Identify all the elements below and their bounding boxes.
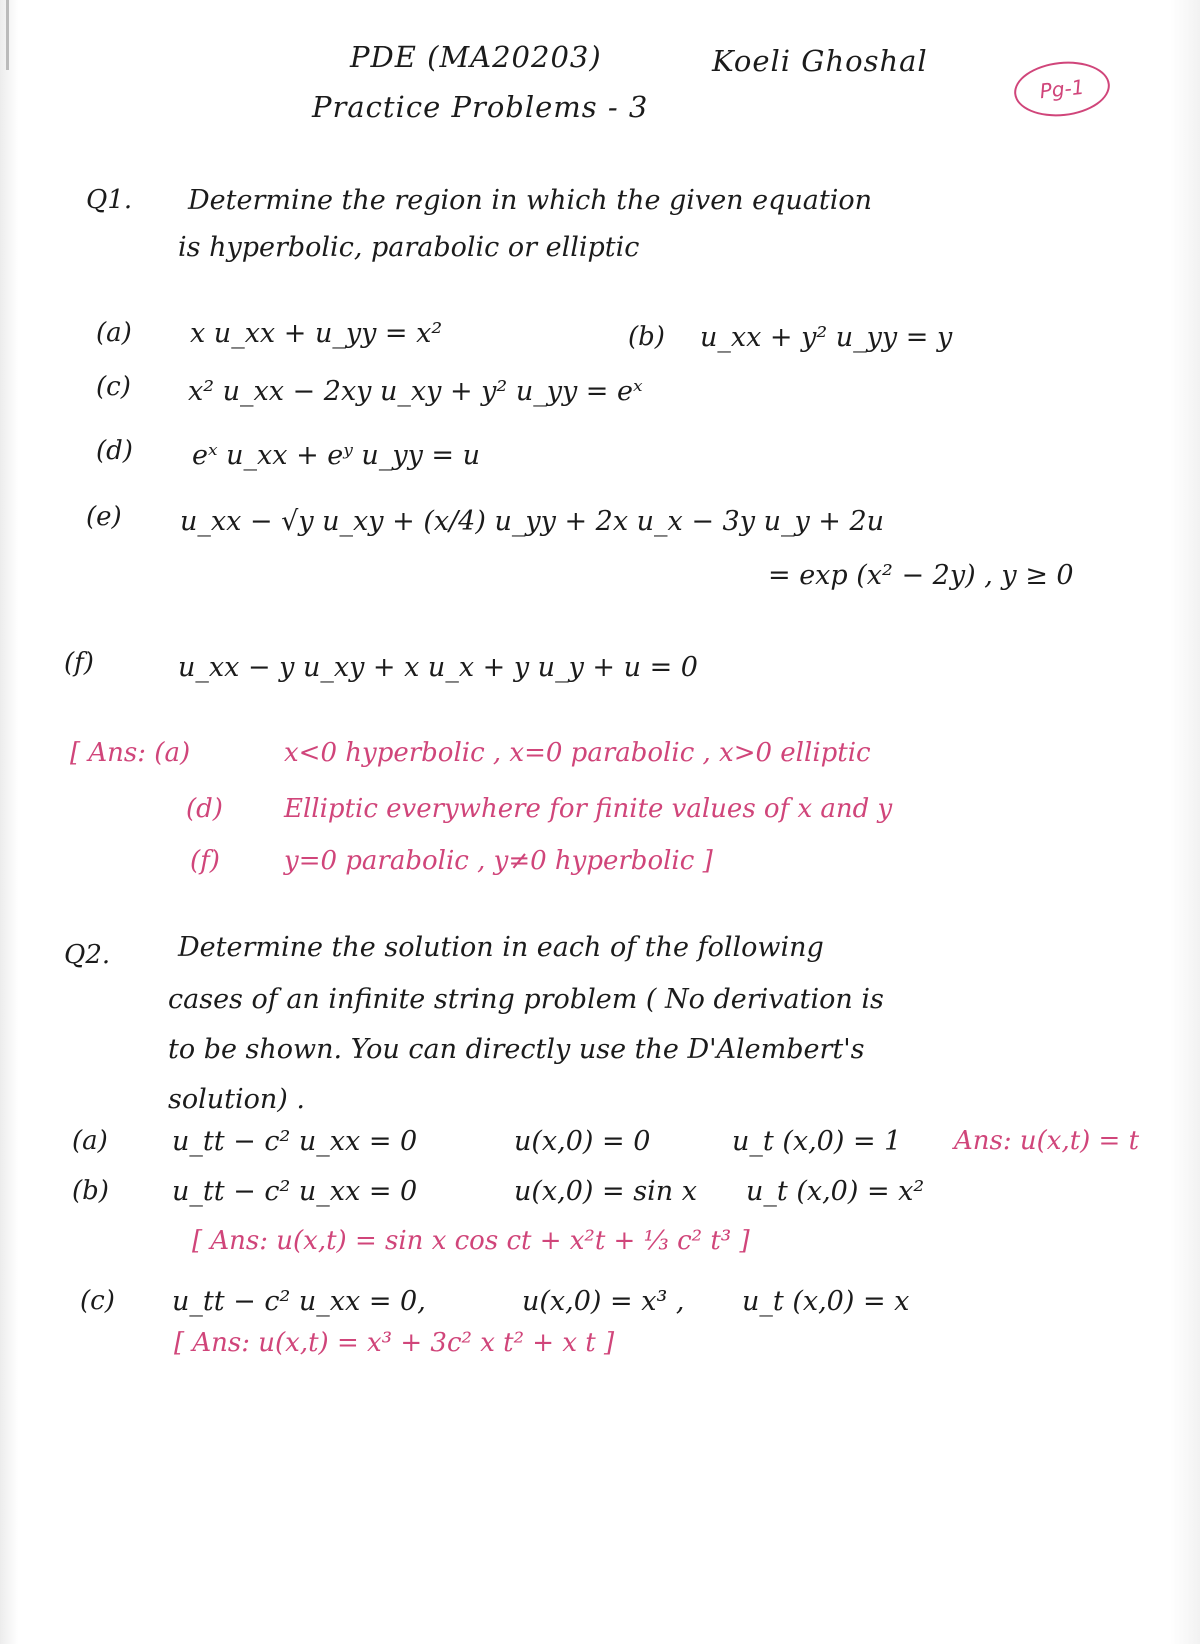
course-title: PDE (MA20203): [350, 40, 602, 74]
q1-equation: x² u_xx − 2xy u_xy + y² u_yy = eˣ: [188, 376, 643, 407]
q2-part-label: (b): [72, 1176, 109, 1206]
q2-prompt-line4: solution) .: [168, 1084, 305, 1115]
q2-answer-a: Ans: u(x,t) = t: [954, 1126, 1140, 1156]
q2-prompt-line1: Determine the solution in each of the following: [178, 932, 824, 963]
q1-part-label: (c): [96, 372, 131, 402]
q2-prompt-line3: to be shown. You can directly use the D'Alembert's: [168, 1034, 865, 1065]
q1-equation: u_xx − √y u_xy + (x/4) u_yy + 2x u_x − 3y u_y + 2u: [180, 506, 885, 537]
q1-equation: eˣ u_xx + eʸ u_yy = u: [192, 440, 481, 471]
q1-equation: x u_xx + u_yy = x²: [190, 318, 443, 349]
q1-part-label: (d): [96, 436, 133, 466]
q2-initial-displacement: u(x,0) = sin x: [514, 1176, 697, 1207]
q1-equation: u_xx + y² u_yy = y: [700, 322, 953, 353]
q1-answer-d-label: (d): [186, 794, 223, 824]
q1-prompt-line1: Determine the region in which the given equation: [188, 185, 873, 216]
q1-answer-a: x<0 hyperbolic , x=0 parabolic , x>0 elliptic: [284, 738, 871, 768]
q2-part-label: (a): [72, 1126, 108, 1156]
q2-prompt-line2: cases of an infinite string problem ( No derivation is: [168, 984, 884, 1015]
q2-pde: u_tt − c² u_xx = 0: [172, 1126, 418, 1157]
q2-initial-velocity: u_t (x,0) = 1: [732, 1126, 902, 1157]
q1-part-label: (f): [64, 648, 94, 678]
q2-initial-displacement: u(x,0) = x³ ,: [522, 1286, 685, 1317]
q1-prompt-line2: is hyperbolic, parabolic or elliptic: [178, 232, 640, 263]
q2-initial-velocity: u_t (x,0) = x²: [746, 1176, 925, 1207]
q1-answer-d: Elliptic everywhere for finite values of x and y: [284, 794, 893, 824]
q2-answer-b: [ Ans: u(x,t) = sin x cos ct + x²t + ⅓ c² t³ ]: [192, 1226, 750, 1256]
q2-initial-displacement: u(x,0) = 0: [514, 1126, 651, 1157]
q1-part-label: (e): [86, 502, 122, 532]
q2-pde: u_tt − c² u_xx = 0,: [172, 1286, 426, 1317]
q2-pde: u_tt − c² u_xx = 0: [172, 1176, 418, 1207]
q2-answer-c: [ Ans: u(x,t) = x³ + 3c² x t² + x t ]: [174, 1328, 615, 1358]
q1-answer-prefix: [ Ans: (a): [70, 738, 191, 768]
q2-number: Q2.: [64, 940, 111, 970]
q2-initial-velocity: u_t (x,0) = x: [742, 1286, 910, 1317]
q1-answer-f: y=0 parabolic , y≠0 hyperbolic ]: [284, 846, 713, 876]
page-edge-shadow: [6, 0, 9, 70]
q1-part-label: (a): [96, 318, 132, 348]
q1-part-label: (b): [628, 322, 665, 352]
page-number-badge: Pg-1: [1011, 57, 1112, 121]
q1-answer-f-label: (f): [190, 846, 220, 876]
q1-number: Q1.: [86, 185, 133, 215]
q2-part-label: (c): [80, 1286, 115, 1316]
author-name: Koeli Ghoshal: [712, 44, 928, 78]
sheet-title: Practice Problems - 3: [312, 90, 649, 124]
q1-equation-continued: = exp (x² − 2y) , y ≥ 0: [768, 560, 1074, 591]
q1-equation: u_xx − y u_xy + x u_x + y u_y + u = 0: [178, 652, 698, 683]
